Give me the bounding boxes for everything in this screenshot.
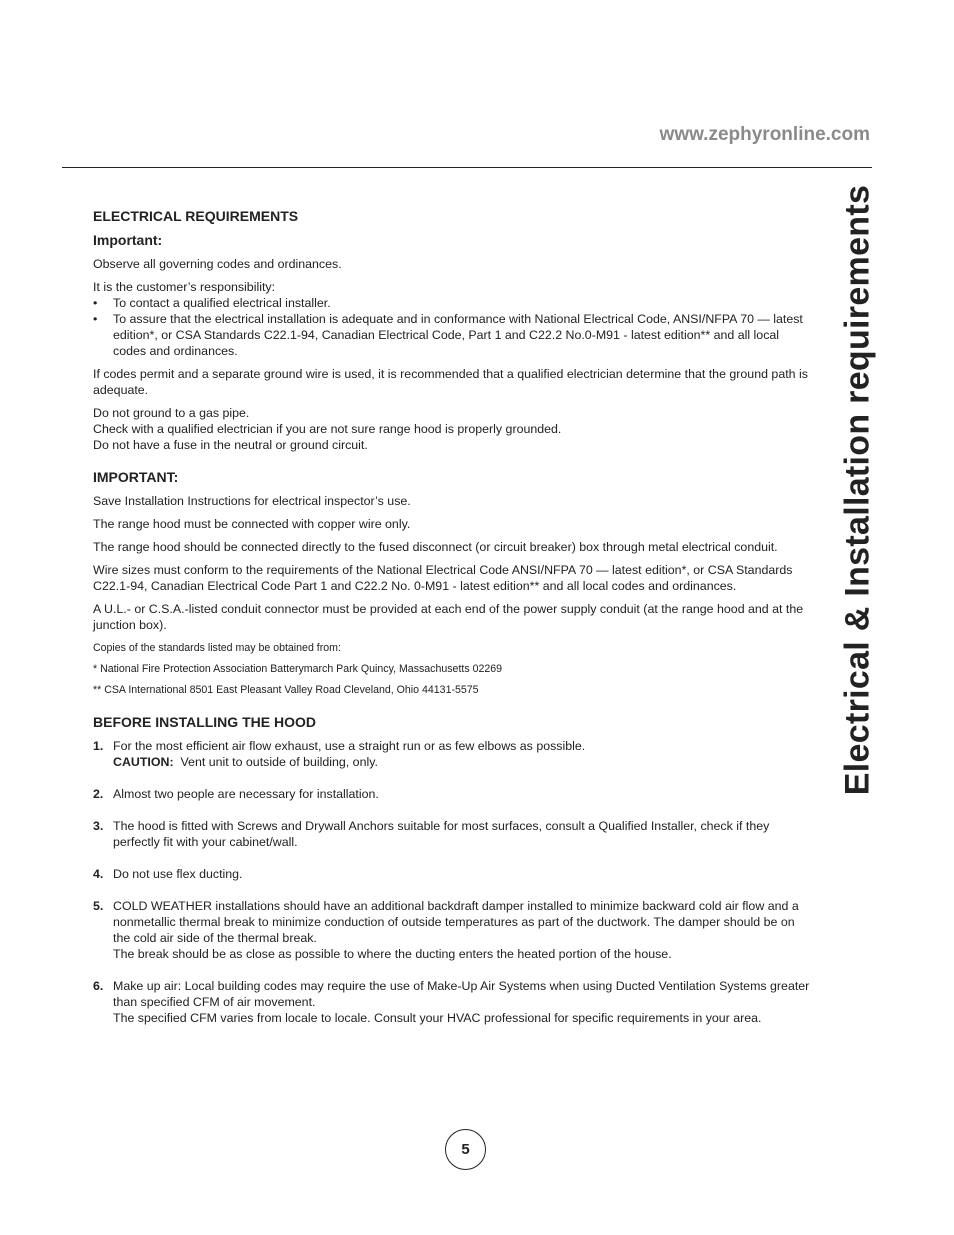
- paragraph: If codes permit and a separate ground wire is used, it is recommended that a qualified electrician determine that the ground path is adequate.: [93, 367, 808, 397]
- paragraph: The range hood should be connected directly to the fused disconnect (or circuit breaker) box through metal electrical conduit.: [93, 540, 778, 554]
- list-item: 1. For the most efficient air flow exhaust, use a straight run or as few elbows as possible. CAUTION: Vent unit to outside of building, only.: [93, 739, 586, 769]
- paragraph: Wire sizes must conform to the requirements of the National Electrical Code ANSI/NFPA 70 — latest edition*, or CSA Standards C22.1-94, Canadian Electrical Code Part 1 and C22.2 No. 0-M91 - latest edition** and all local codes and ordinances.: [93, 563, 793, 593]
- responsibility-list: [93, 295, 813, 359]
- website-url: www.zephyronline.com: [659, 124, 870, 145]
- paragraph: The range hood must be connected with copper wire only.: [93, 517, 411, 531]
- important-heading: IMPORTANT:: [93, 469, 179, 485]
- electrical-requirements-heading: ELECTRICAL REQUIREMENTS: [93, 208, 299, 224]
- bullet-icon: •: [93, 296, 98, 310]
- caution-label: CAUTION:: [113, 755, 174, 769]
- before-installing-heading: BEFORE INSTALLING THE HOOD: [93, 714, 316, 730]
- standards-note: Copies of the standards listed may be obtained from:: [93, 642, 341, 654]
- header-divider: [62, 167, 872, 168]
- standards-note: * National Fire Protection Association Batterymarch Park Quincy, Massachusetts 02269: [93, 663, 503, 675]
- paragraph: Save Installation Instructions for electrical inspector’s use.: [93, 494, 411, 508]
- important-subheading: Important:: [93, 232, 163, 248]
- list-item: 6. Make up air: Local building codes may require the use of Make-Up Air Systems when using Ducted Ventilation Systems greater than specified CFM of air movement. The specified CFM varies from locale to locale. Consult your HVAC professional for specific requirements in your area.: [93, 979, 810, 1025]
- page-number: 5: [445, 1129, 486, 1170]
- paragraph: Do not ground to a gas pipe. Check with a qualified electrician if you are not sure range hood is properly grounded. Do not have a fuse in the neutral or ground circuit.: [93, 406, 562, 452]
- bullet-icon: •: [93, 312, 98, 326]
- list-item: 4. Do not use flex ducting.: [93, 867, 243, 881]
- installation-steps-list: [93, 738, 813, 1026]
- list-item: 3. The hood is fitted with Screws and Drywall Anchors suitable for most surfaces, consult a Qualified Installer, check if they perfectly fit with your cabinet/wall.: [93, 819, 770, 849]
- list-item: 2. Almost two people are necessary for installation.: [93, 787, 379, 801]
- list-item: • To assure that the electrical installation is adequate and in conformance with National Electrical Code, ANSI/NFPA 70 — latest edition*, or CSA Standards C22.1-94, Canadian Electrical Code, Part 1 and C22.2 No.0-M91 - latest edition** and all local codes and ordinances.: [93, 312, 803, 358]
- paragraph: A U.L.- or C.S.A.-listed conduit connector must be provided at each end of the power supply conduit (at the range hood and at the junction box).: [93, 602, 804, 632]
- paragraph: It is the customer’s responsibility:: [93, 280, 276, 294]
- list-item: 5. COLD WEATHER installations should have an additional backdraft damper installed to minimize backward cold air flow and a nonmetallic thermal break to minimize conduction of outside temperatures as part of the ductwork. The damper should be on the cold air side of the thermal break. The break should be as close as possible to where the ducting enters the heated portion of the house.: [93, 899, 799, 961]
- standards-note: ** CSA International 8501 East Pleasant Valley Road Cleveland, Ohio 44131-5575: [93, 684, 479, 696]
- paragraph: Observe all governing codes and ordinances.: [93, 257, 342, 271]
- section-side-title: Electrical & Installation requirements: [838, 184, 877, 796]
- main-content: [93, 208, 813, 1042]
- list-item: • To contact a qualified electrical installer.: [93, 296, 331, 310]
